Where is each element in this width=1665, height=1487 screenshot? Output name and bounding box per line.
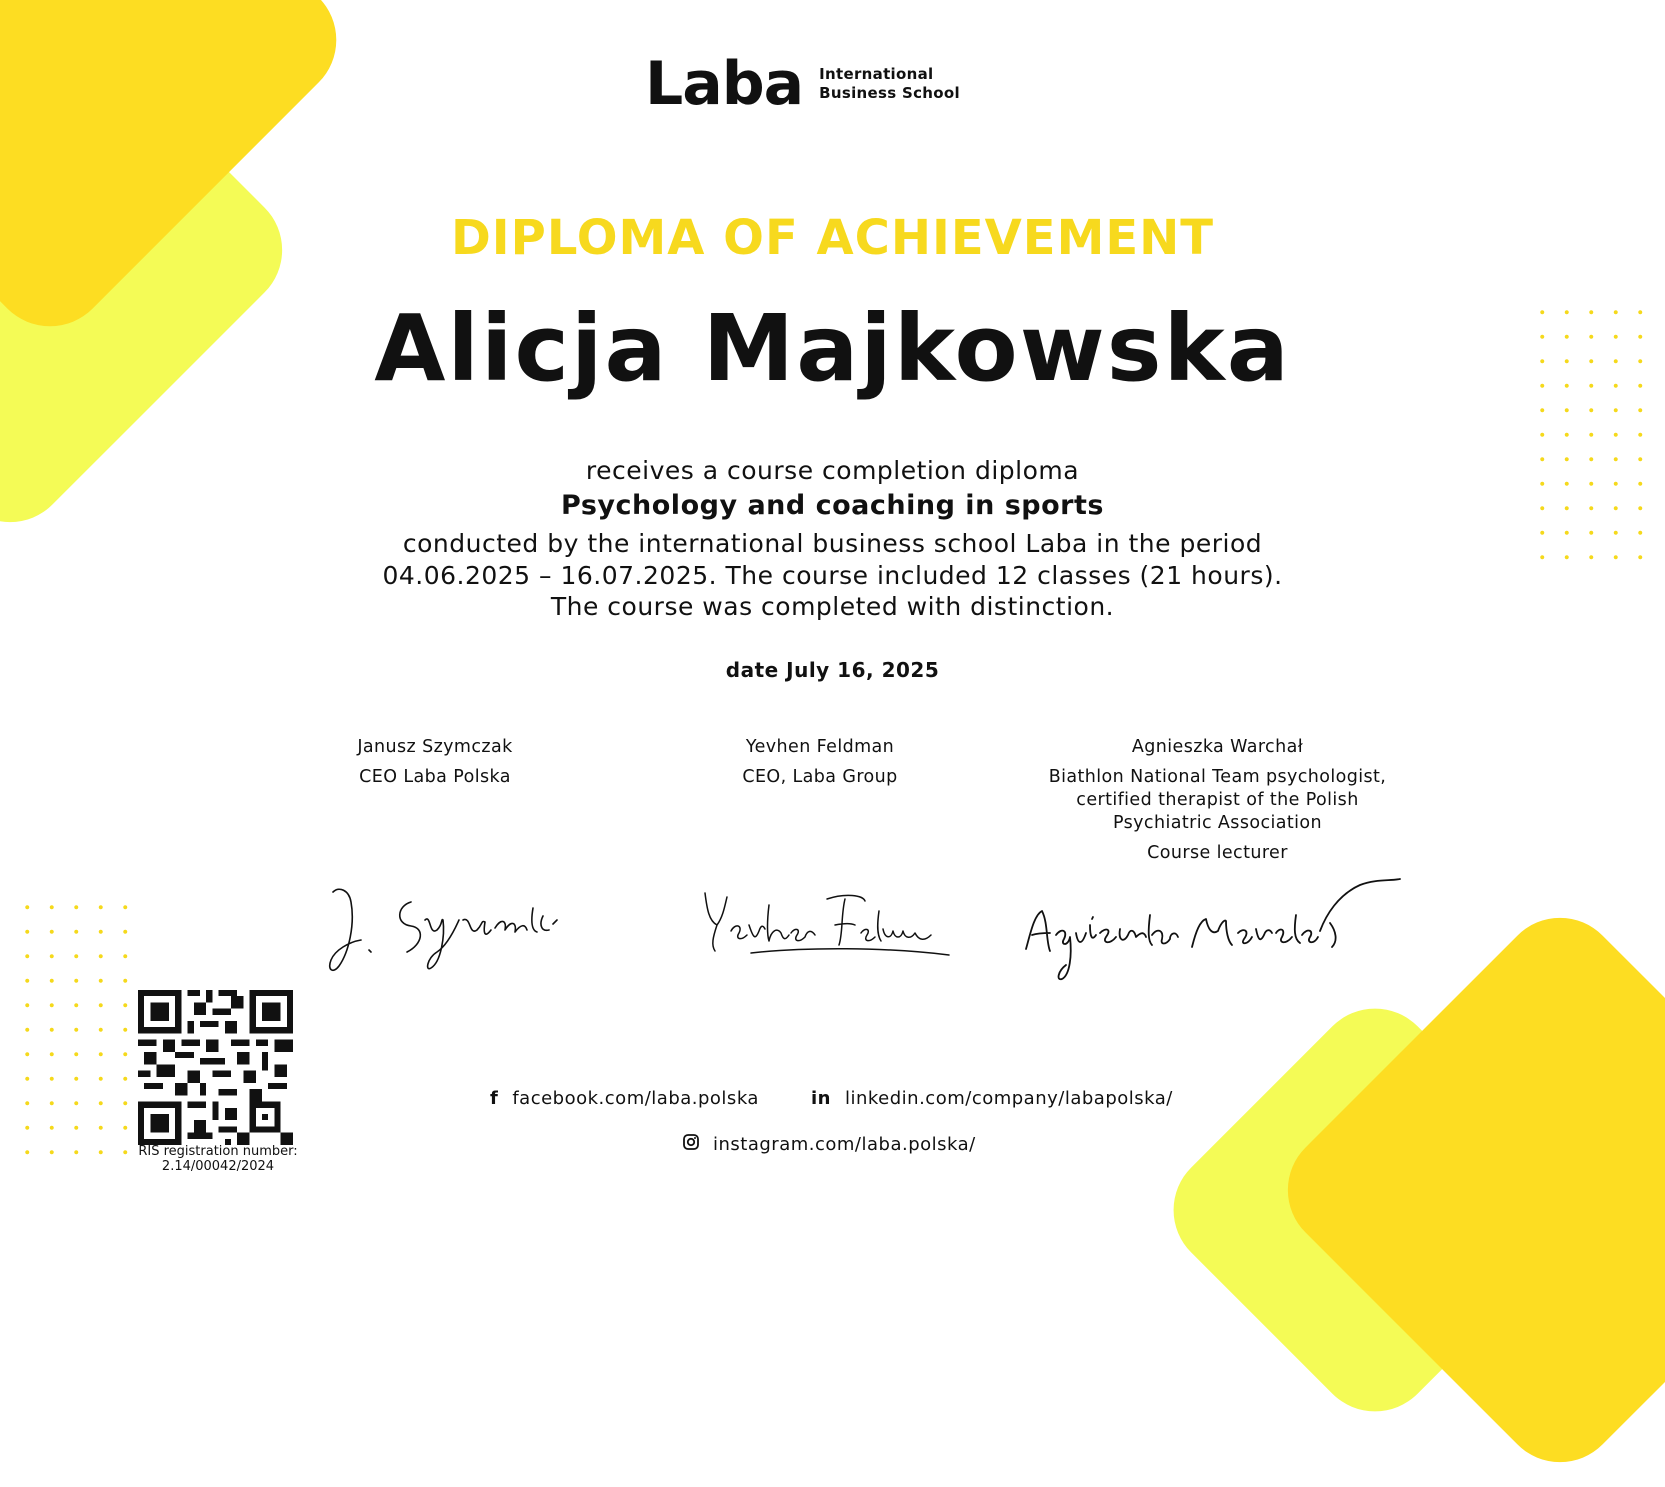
period-text-line1: conducted by the international business school Laba in the period (402, 529, 1263, 558)
linkedin-link[interactable]: in linkedin.com/company/labapolska/ (811, 1088, 1173, 1109)
signature-szymczak (325, 880, 570, 975)
instagram-link[interactable]: instagram.com/laba.polska/ (683, 1134, 976, 1155)
facebook-link[interactable]: f facebook.com/laba.polska (490, 1088, 759, 1109)
signer-role: CEO, Laba Group (742, 767, 898, 787)
logo-subtitle: International Business School (819, 65, 960, 102)
signer-role-lecturer: Course lecturer (1147, 843, 1288, 863)
recipient-name: Alicja Majkowska (374, 295, 1291, 402)
signer-szymczak (300, 736, 570, 789)
facebook-icon: f (490, 1088, 499, 1109)
decor-dots-left (15, 895, 130, 1155)
logo-wordmark: Laba (645, 49, 804, 119)
diploma-title: DIPLOMA OF ACHIEVEMENT (450, 210, 1215, 266)
qr-code (138, 990, 293, 1145)
completion-text: receives a course completion diploma (585, 456, 1080, 485)
signer-role-line2: certified therapist of the Polish (1076, 790, 1359, 810)
registration-number: RIS registration number: 2.14/00042/2024 (138, 1144, 298, 1174)
signer-feldman (680, 736, 960, 789)
distinction-text: The course was completed with distinction. (550, 592, 1115, 621)
period-text-line2: 04.06.2025 – 16.07.2025. The course included 12 classes (21 hours). (382, 561, 1283, 590)
laba-logo (645, 49, 960, 119)
instagram-icon (683, 1134, 699, 1155)
linkedin-icon: in (811, 1088, 831, 1109)
signer-name: Janusz Szymczak (357, 737, 513, 757)
signer-warchal (1010, 736, 1425, 865)
signer-role: CEO Laba Polska (359, 767, 511, 787)
signer-name: Yevhen Feldman (745, 737, 895, 757)
signature-warchal (1020, 875, 1405, 995)
signer-role-line3: Psychiatric Association (1113, 813, 1322, 833)
signature-feldman (695, 885, 955, 967)
course-name: Psychology and coaching in sports (561, 490, 1104, 521)
diploma-date: date July 16, 2025 (725, 658, 940, 682)
signer-role-line1: Biathlon National Team psychologist, (1048, 767, 1387, 787)
signer-name: Agnieszka Warchał (1131, 737, 1304, 757)
